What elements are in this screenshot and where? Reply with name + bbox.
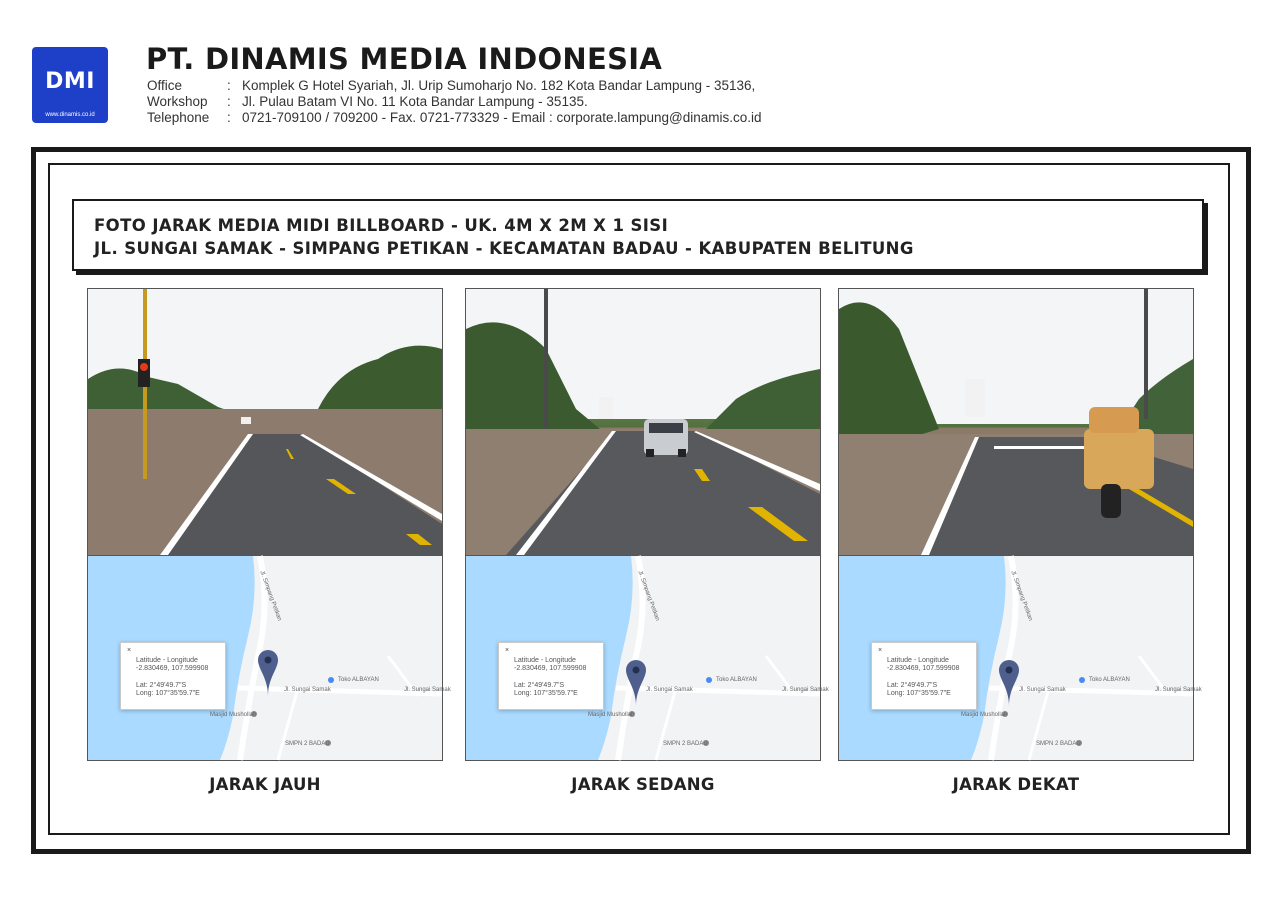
map-label-road-east: Jl. Sungai Samak [782,687,829,693]
info-label: Office [147,78,183,93]
map-label-mosque: Masjid Mushollah [588,712,635,718]
popup-long: Long: 107°35'59.7"E [136,690,200,697]
info-row-telephone [147,110,762,126]
photo-scene [466,289,820,555]
map-label-road: Jl. Sungai Samak [1019,687,1066,693]
location-map-far[interactable] [87,556,451,761]
panel-jarak-sedang [465,288,829,794]
location-map-near[interactable] [838,556,1202,761]
map-label-shop: Toko ALBAYAN [338,677,379,683]
map-label-shop: Toko ALBAYAN [716,677,757,683]
close-icon[interactable]: × [878,647,883,654]
map-label-north-road: Jl. Simpang Petikan [258,570,283,622]
site-photo-medium[interactable] [465,288,821,556]
company-logo [32,47,108,123]
popup-heading: Latitude - Longitude [136,657,198,664]
info-value: Komplek G Hotel Syariah, Jl. Urip Sumoharjo No. 182 Kota Bandar Lampung - 35136, [242,78,756,93]
info-sep: : [227,78,231,93]
map-label-road-east: Jl. Sungai Samak [404,687,451,693]
company-info [147,78,762,126]
popup-lat: Lat: 2°49'49.7"S [136,682,187,689]
map-label-road: Jl. Sungai Samak [646,687,693,693]
photo-scene [839,289,1193,555]
map-label-school: SMPN 2 BADAU [663,741,708,747]
panel-caption: JARAK JAUH [209,775,321,794]
map-label-north-road: Jl. Simpang Petikan [636,570,661,622]
map-label-north-road: Jl. Simpang Petikan [1009,570,1034,622]
info-row-office [147,78,762,94]
map-label-school: SMPN 2 BADAU [1036,741,1081,747]
info-sep: : [227,110,231,125]
info-sep: : [227,94,231,109]
popup-lat: Lat: 2°49'49.7"S [887,682,938,689]
map-label-school: SMPN 2 BADAU [285,741,330,747]
title-line-2: JL. SUNGAI SAMAK - SIMPANG PETIKAN - KECAMATAN BADAU - KABUPATEN BELITUNG [94,239,914,258]
location-map-medium[interactable] [465,556,829,761]
logo-text: DMI [45,69,95,94]
info-label: Telephone [147,110,210,125]
map-label-road-east: Jl. Sungai Samak [1155,687,1202,693]
popup-decimal: -2.830469, 107.599908 [887,665,960,672]
panel-jarak-dekat [838,288,1202,794]
info-label: Workshop [147,94,208,109]
map-label-mosque: Masjid Mushollah [210,712,257,718]
popup-decimal: -2.830469, 107.599908 [136,665,209,672]
popup-long: Long: 107°35'59.7"E [514,690,578,697]
info-value: 0721-709100 / 709200 - Fax. 0721-773329 - Email : corporate.lampung@dinamis.co.id [242,110,762,125]
info-row-workshop [147,94,762,110]
logo-url: www.dinamis.co.id [45,112,95,118]
map-label-road: Jl. Sungai Samak [284,687,331,693]
site-photo-near[interactable] [838,288,1194,556]
map-label-mosque: Masjid Mushollah [961,712,1008,718]
panel-caption: JARAK SEDANG [571,775,715,794]
close-icon[interactable]: × [127,647,132,654]
popup-heading: Latitude - Longitude [887,657,949,664]
photo-scene [88,289,442,555]
site-photo-far[interactable] [87,288,443,556]
panel-jarak-jauh [87,288,451,794]
title-line-1: FOTO JARAK MEDIA MIDI BILLBOARD - UK. 4M X 2M X 1 SISI [94,216,669,235]
info-value: Jl. Pulau Batam VI No. 11 Kota Bandar Lampung - 35135. [242,94,588,109]
close-icon[interactable]: × [505,647,510,654]
panel-caption: JARAK DEKAT [952,775,1080,794]
map-label-shop: Toko ALBAYAN [1089,677,1130,683]
popup-heading: Latitude - Longitude [514,657,576,664]
popup-lat: Lat: 2°49'49.7"S [514,682,565,689]
popup-decimal: -2.830469, 107.599908 [514,665,587,672]
company-name: PT. DINAMIS MEDIA INDONESIA [146,42,663,76]
popup-long: Long: 107°35'59.7"E [887,690,951,697]
title-box [72,199,1204,271]
